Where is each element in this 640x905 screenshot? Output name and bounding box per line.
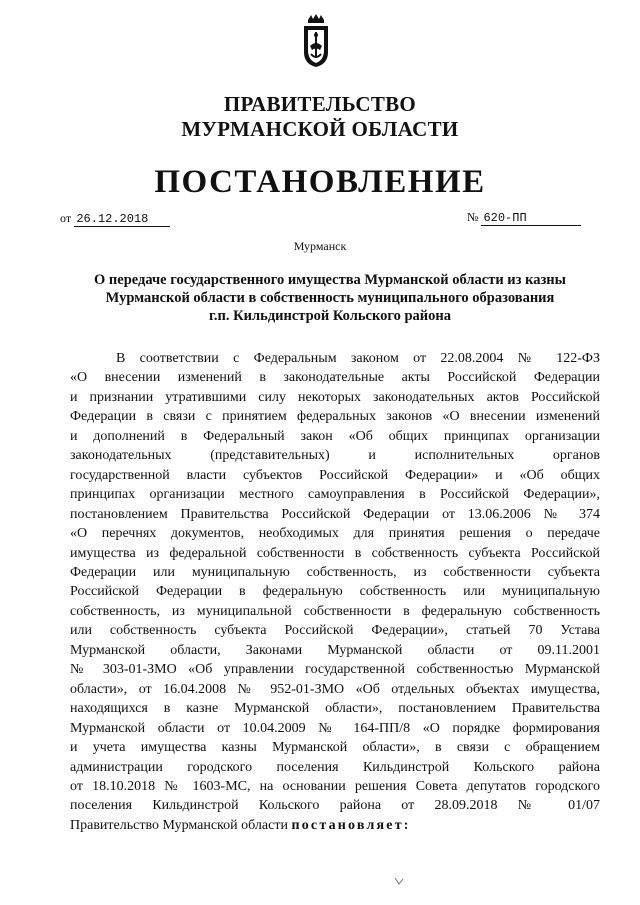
number-value: 620-ПП — [481, 211, 581, 226]
body-line: принципах организации местного самоуправления в Российской Федерации», — [70, 487, 600, 503]
subject-line: г.п. Кильдинстрой Кольского района — [208, 308, 452, 324]
date-prefix: от — [60, 211, 72, 225]
document-body — [70, 349, 600, 835]
body-line: находящихся в казне Мурманской области», постановлением Правительства — [70, 701, 600, 717]
body-line: № 303-01-ЗМО «Об управлении государственной собственностью Мурманской — [70, 662, 600, 678]
body-line: и учета имущества казны Мурманской области», в связи с обращением — [70, 740, 600, 756]
body-line: В соответствии с Федеральным законом от 22.08.2004 № 122-ФЗ — [116, 351, 600, 366]
body-line: и признании утратившими силу некоторых законодательных актов Российской — [70, 389, 600, 405]
body-line: законодательных (представительных) и исполнительных органов — [70, 448, 600, 464]
body-line: Мурманской области от 10.04.2009 № 164-ПП/8 «О порядке формирования — [70, 720, 600, 736]
body-line: собственность, из муниципальной собственности в федеральную собственность — [70, 603, 600, 619]
body-line: Федерации в связи с принятием федеральных законов «О внесении изменений — [70, 409, 600, 425]
resolves-word: постановляет: — [291, 817, 411, 833]
subject-line: Мурманской области в собственность муниципального образования — [105, 290, 555, 306]
body-line: или собственность субъекта Российской Федерации», статьей 70 Устава — [70, 623, 600, 639]
government-title-line-1: ПРАВИТЕЛЬСТВО — [223, 92, 417, 116]
city-name: Мурманск — [293, 239, 347, 253]
body-line: администрации городского поселения Кильдинстрой Кольского района — [70, 759, 600, 775]
body-line: поселения Кильдинстрой Кольского района от 28.09.2018 № 01/07 — [70, 798, 600, 814]
body-line: Российской Федерации в федеральную собственность или муниципальную — [70, 584, 600, 600]
document-type-title: ПОСТАНОВЛЕНИЕ — [154, 164, 486, 200]
body-line: постановлением Правительства Российской Федерации от 13.06.2006 № 374 — [70, 506, 600, 522]
document-subject — [60, 271, 600, 325]
subject-line: О передаче государственного имущества Мурманской области из казны — [94, 272, 566, 288]
body-line: от 18.10.2018 № 1603-МС, на основании решения Совета депутатов городского — [70, 778, 600, 794]
scan-mark-icon — [394, 877, 404, 885]
body-line: «О перечнях документов, необходимых для принятия решения о передаче — [70, 526, 600, 542]
body-line: области», от 16.04.2008 № 952-01-ЗМО «Об отдельных объектах имущества, — [70, 681, 600, 697]
date-field — [60, 210, 170, 227]
body-final-line — [70, 816, 600, 835]
government-title-line-2: МУРМАНСКОЙ ОБЛАСТИ — [181, 117, 459, 141]
body-line: Федерации или муниципальную собственность, из собственности субъекта — [70, 564, 600, 580]
final-lead-text: Правительство Мурманской области — [70, 817, 288, 833]
body-line: «О внесении изменений в законодательные акты Российской Федерации — [70, 370, 600, 386]
number-prefix: № — [467, 210, 479, 224]
body-line: Мурманской области, Законами Мурманской области от 09.11.2001 — [70, 642, 600, 658]
number-field — [467, 210, 581, 226]
body-line: имущества из федеральной собственности в собственность субъекта Российской — [70, 545, 600, 561]
murmansk-coat-of-arms-icon — [302, 14, 330, 68]
date-value: 26.12.2018 — [74, 212, 170, 227]
body-line: и дополнений в Федеральный закон «Об общих принципах организации — [70, 428, 600, 444]
body-line: государственной власти субъектов Российской Федерации» и «Об общих — [70, 467, 600, 483]
